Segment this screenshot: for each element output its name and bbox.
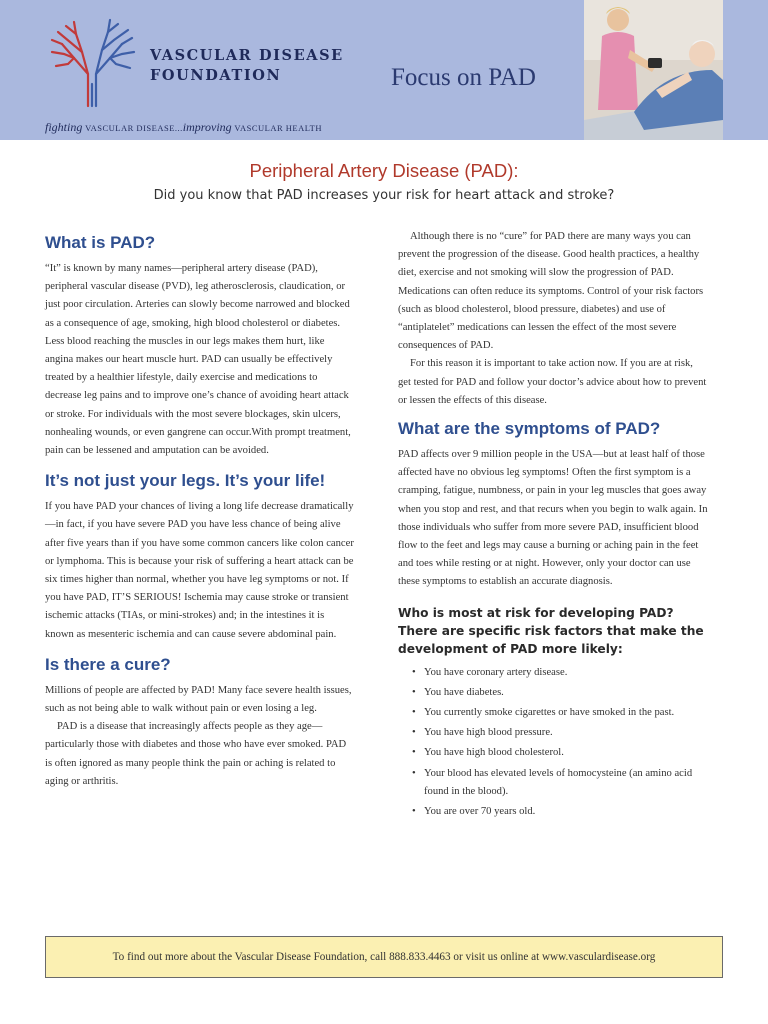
vascular-tree-logo-icon bbox=[44, 14, 140, 110]
page-title: Peripheral Artery Disease (PAD): bbox=[249, 160, 519, 181]
what-is-pad-heading: What is PAD? bbox=[45, 233, 156, 252]
contact-footer-box bbox=[45, 936, 723, 978]
tagline-vascular-disease: VASCULAR DISEASE... bbox=[85, 123, 183, 133]
what-is-pad-body: “It” is known by many names—peripheral artery disease (PAD), peripheral vascular disease (PVD), leg atherosclerosis, claudication, or just poor circulation. Arteries can slowly become narrowed and blocked as a consequence of age, smoking, high blood cholesterol or diabetes. Less blood reaching the muscles in our legs makes them hurt, like angina makes our heart muscle hurt. PAD can usually be effectively treated by a healthier lifestyle, daily exercise and medications to decrease leg pains and to improve one’s chance of avoiding heart attack or stroke. For individuals with the most severe blockages, skin ulcers, nonhealing wounds, or even gangrene can occur.With prompt treatment, pain can be lessened and amputation can be avoided. bbox=[45, 263, 351, 457]
tagline bbox=[45, 120, 322, 135]
foundation-name-line2: FOUNDATION bbox=[150, 67, 282, 84]
list-item: • You have diabetes. bbox=[412, 684, 708, 702]
contact-footer-text: To find out more about the Vascular Disease Foundation, call 888.833.4463 or visit us online at www.vasculardisease.org bbox=[112, 951, 656, 963]
risk-factor-list bbox=[412, 664, 708, 822]
symptoms-heading: What are the symptoms of PAD? bbox=[398, 419, 661, 439]
not-just-legs-heading: It’s not just your legs. It’s your life! bbox=[45, 471, 326, 491]
right-column bbox=[398, 228, 708, 823]
list-item: • You are over 70 years old. bbox=[412, 803, 708, 821]
foundation-name-line1: VASCULAR DISEASE bbox=[150, 47, 344, 64]
list-item: • Your blood has elevated levels of homocysteine (an amino acid found in the blood). bbox=[412, 765, 708, 801]
page-subtitle: Did you know that PAD increases your risk for heart attack and stroke? bbox=[153, 188, 615, 203]
risk-heading: Who is most at risk for developing PAD? There are specific risk factors that make the development of PAD more likely: bbox=[398, 605, 704, 656]
left-column bbox=[45, 228, 355, 791]
not-just-legs-body: If you have PAD your chances of living a long life decrease dramatically—in fact, if you have severe PAD you have less chance of being alive after five years than if you have some common cancers like colon cancer or lymphoma. This is because your risk of suffering a heart attack can be six times higher than normal, whether you have leg symptoms or not. If you have PAD, IT’S SERIOUS! Ischemia may cause stroke or transient ischemic attacks (TIAs, or mini-strokes) and; in the intestines it is known as mesenteric ischemia and can cause severe abdominal pain. bbox=[45, 501, 354, 640]
cure-continued-1: Although there is no “cure” for PAD there are many ways you can prevent the progression of the disease. Good health practices, a healthy diet, exercise and not smoking will slow the progression of PAD. Medications can often reduce its symptoms. Control of your risk factors (such as blood cholesterol, blood pressure, diabetes) and use of “antiplatelet” medications can lessen the effect of the most severe consequences of PAD. bbox=[398, 231, 704, 352]
nurse-patient-photo-icon bbox=[584, 0, 723, 140]
tagline-improving: improving bbox=[182, 120, 232, 134]
list-item: • You have high blood pressure. bbox=[412, 724, 708, 742]
header-banner bbox=[0, 0, 768, 140]
header-photo bbox=[584, 0, 723, 140]
cure-body-2: PAD is a disease that increasingly affects people as they age—particularly those with diabetes and those who have ever smoked. PAD is often ignored as many people think the pain or aching is related to aging or arthritis. bbox=[45, 721, 347, 787]
symptoms-body: PAD affects over 9 million people in the USA—but at least half of those affected have no obvious leg symptoms! Often the first symptom is a cramping, fatigue, numbness, or pain in your leg muscles that goes away when you stop and rest, and that recurs when you begin to walk again. In those individuals who suffer from more severe PAD, insufficient blood flow to the feet and legs may cause a burning or aching pain in the feet and toes while resting or at night. However, only your doctor can use these symptoms to establish an accurate diagnosis. bbox=[398, 449, 708, 588]
focus-title: Focus on PAD bbox=[391, 64, 536, 91]
list-item: • You currently smoke cigarettes or have smoked in the past. bbox=[412, 704, 708, 722]
list-item: • You have coronary artery disease. bbox=[412, 664, 708, 682]
tagline-fighting: fighting bbox=[45, 120, 83, 134]
tagline-vascular-health: VASCULAR HEALTH bbox=[234, 123, 322, 133]
cure-continued-2: For this reason it is important to take action now. If you are at risk, get tested for PAD and follow your doctor’s advice about how to prevent or lessen the effects of this disease. bbox=[398, 358, 707, 406]
list-item: • You have high blood cholesterol. bbox=[412, 744, 708, 762]
cure-body-1: Millions of people are affected by PAD! Many face severe health issues, such as not being able to walk without pain or even losing a leg. bbox=[45, 684, 352, 715]
foundation-name bbox=[150, 46, 344, 86]
is-there-a-cure-heading: Is there a cure? bbox=[45, 654, 171, 674]
